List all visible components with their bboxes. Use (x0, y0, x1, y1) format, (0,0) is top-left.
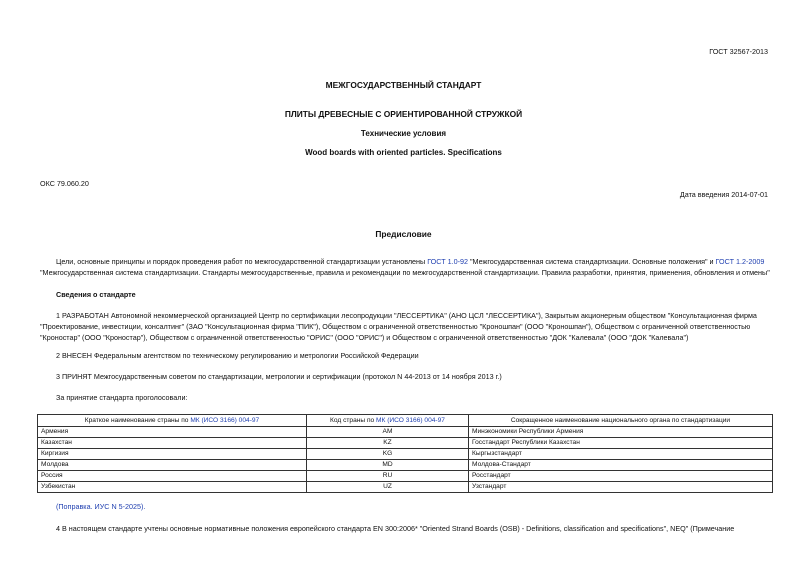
document-subtitle: Технические условия (360, 129, 447, 138)
country-cell: Киргизия (38, 449, 307, 460)
standard-type: МЕЖГОСУДАРСТВЕННЫЙ СТАНДАРТ (325, 80, 482, 90)
p1-text-b: "Межгосударственная система стандартизации. Основные положения" и (468, 257, 716, 266)
code-cell: AM (307, 427, 469, 438)
mk-iso-3166-link[interactable]: МК (ИСО 3166) 004-97 (376, 416, 445, 424)
country-cell: Казахстан (38, 438, 307, 449)
foreword-paragraph-1 (40, 256, 800, 267)
document-title: ПЛИТЫ ДРЕВЕСНЫЕ С ОРИЕНТИРОВАННОЙ СТРУЖКОЙ (284, 109, 523, 119)
country-cell: Армения (38, 427, 307, 438)
country-cell: Молдова (38, 460, 307, 471)
column-header-standards-body: Сокращенное наименование национального органа по стандартизации (469, 415, 773, 427)
vote-intro: За принятие стандарта проголосовали: (56, 393, 188, 402)
standards-body-cell: Минэкономики Республики Армения (469, 427, 773, 438)
item-2: 2 ВНЕСЕН Федеральным агентством по техническому регулированию и метрологии Российской Федерации (56, 351, 419, 360)
mk-iso-3166-link[interactable]: МК (ИСО 3166) 004-97 (190, 416, 260, 424)
column-header-code: Код страны по МК (ИСО 3166) 004-97 (307, 415, 469, 427)
code-cell: UZ (307, 482, 469, 493)
table-row (38, 471, 773, 482)
amendment-note[interactable] (56, 502, 145, 511)
standards-body-cell: Госстандарт Республики Казахстан (469, 438, 773, 449)
code-cell: MD (307, 460, 469, 471)
standards-body-cell: Росстандарт (469, 471, 773, 482)
doc-number: ГОСТ 32567-2013 (709, 47, 768, 56)
standards-body-cell: Кыргызстандарт (469, 449, 773, 460)
country-cell: Узбекистан (38, 482, 307, 493)
voting-states-table (37, 414, 773, 493)
table-row (38, 449, 773, 460)
item-4: 4 В настоящем стандарте учтены основные нормативные положения европейского стандарта EN 300:2006* "Oriented Strand Boards (OSB) - Definitions, classification and specifications", NEQ" (Примечание (56, 524, 735, 533)
item-1-line-2: "Проектирование, инвестиции, консалтинг" (ЗАО "Консультационная фирма "ПИК"), Обществом с ограниченной ответственностью "Кроношпан" (ООО "Кроношпан"), Обществом с ограниченной ответственностью (40, 322, 751, 331)
item-1-line-3: "Кроностар" (ООО "Кроностар"), Обществом с ограниченной ответственностью "ОРИС" (ООО "ОРИС") и Обществом с ограниченной ответственностью "ДОК "Калевала" (ООО "ДОК "Калевала") (40, 333, 689, 342)
gost-1-0-92-link[interactable]: ГОСТ 1.0-92 (427, 257, 468, 266)
table-row (38, 482, 773, 493)
item-1-line-1: 1 РАЗРАБОТАН Автономной некоммерческой организацией Центр по сертификации лесопродукции "ЛЕССЕРТИКА" (АНО ЦСЛ "ЛЕССЕРТИКА"), Закрытым акционерным обществом "Консультационная фирма (56, 311, 757, 320)
document-title-english: Wood boards with oriented particles. Specifications (305, 148, 502, 157)
table-row (38, 427, 773, 438)
foreword-paragraph-1-line-2: "Межгосударственная система стандартизации. Стандарты межгосударственные, правила и рекомендации по межгосударственной стандартизации. Правила разработки, принятия, применения, обновления и отмены" (40, 268, 770, 277)
standards-body-cell: Узстандарт (469, 482, 773, 493)
table-header-row (38, 415, 773, 427)
code-cell: RU (307, 471, 469, 482)
p1-text-a: Цели, основные принципы и порядок проведения работ по межгосударственной стандартизации установлены (56, 257, 428, 266)
code-cell: KG (307, 449, 469, 460)
code-cell: KZ (307, 438, 469, 449)
column-header-country: Краткое наименование страны по МК (ИСО 3166) 004-97 (38, 415, 307, 427)
amendment-link[interactable]: (Поправка. ИУС N 5-2025). (56, 502, 146, 511)
standards-body-cell: Молдова-Стандарт (469, 460, 773, 471)
standard-info-heading: Сведения о стандарте (56, 290, 136, 299)
table-row (38, 438, 773, 449)
item-3: 3 ПРИНЯТ Межгосударственным советом по стандартизации, метрологии и сертификации (протокол N 44-2013 от 14 ноября 2013 г.) (56, 372, 502, 381)
foreword-heading: Предисловие (375, 229, 432, 239)
country-cell: Россия (38, 471, 307, 482)
gost-1-2-2009-link[interactable]: ГОСТ 1.2-2009 (715, 257, 765, 266)
intro-date: Дата введения 2014-07-01 (679, 190, 768, 199)
oks-code: ОКС 79.060.20 (40, 179, 89, 188)
table-row (38, 460, 773, 471)
